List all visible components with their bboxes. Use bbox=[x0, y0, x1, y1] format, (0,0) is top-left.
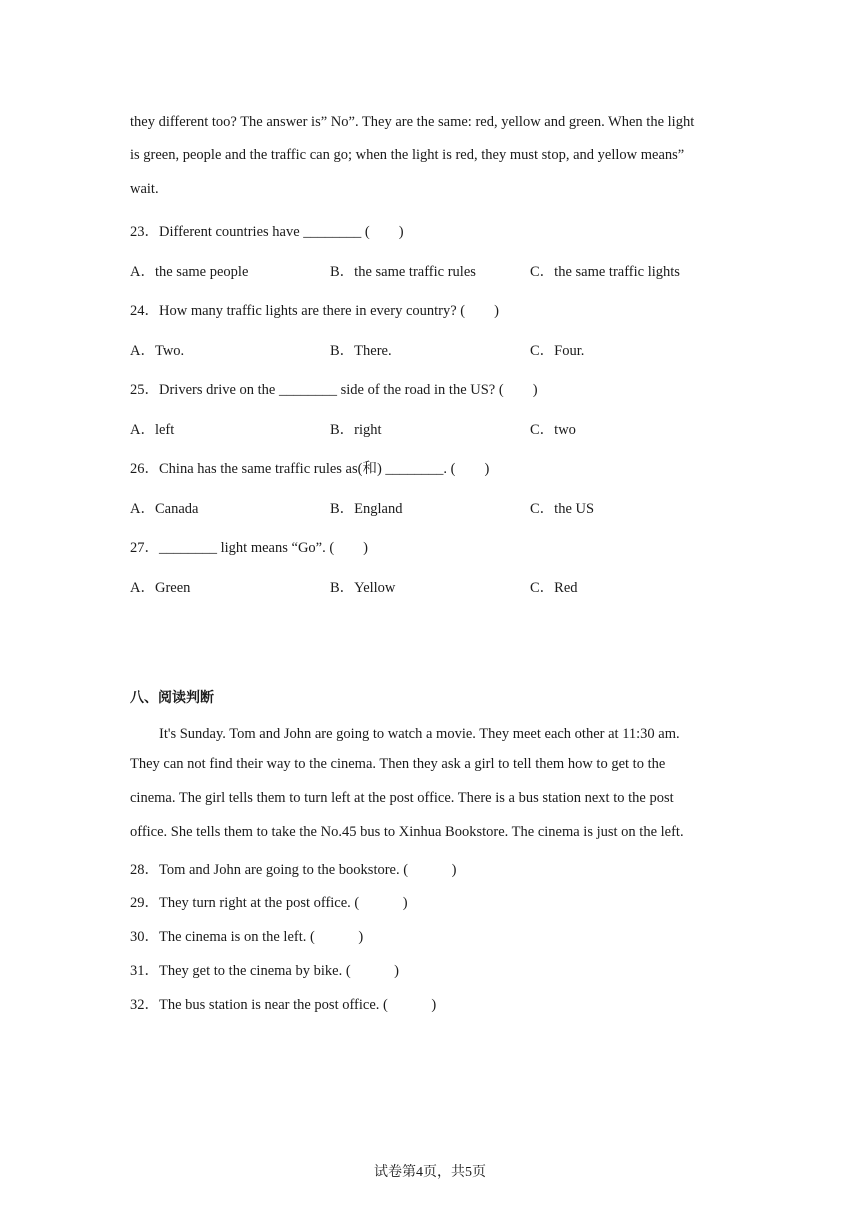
passage-line: they different too? The answer is” No”. They are the same: red, yellow and green. When the light bbox=[130, 114, 695, 130]
question-stem: 23．Different countries have ________ ( ) bbox=[130, 224, 404, 240]
judgement-question: 30．The cinema is on the left. ( ) bbox=[130, 929, 364, 945]
option-b: B．There. bbox=[330, 343, 392, 359]
passage-line: It's Sunday. Tom and John are going to watch a movie. They meet each other at 11:30 am. bbox=[130, 726, 680, 742]
option-c: C．Four. bbox=[530, 343, 585, 359]
option-b: B．right bbox=[330, 422, 382, 438]
judgement-question: 28．Tom and John are going to the bookstore. ( ) bbox=[130, 862, 457, 878]
question-stem: 25．Drivers drive on the ________ side of the road in the US? ( ) bbox=[130, 382, 538, 398]
passage-line: office. She tells them to take the No.45 bus to Xinhua Bookstore. The cinema is just on the left. bbox=[130, 824, 684, 840]
passage-line: cinema. The girl tells them to turn left at the post office. There is a bus station next to the post bbox=[130, 790, 674, 806]
passage-line: is green, people and the traffic can go; when the light is red, they must stop, and yellow means” bbox=[130, 147, 685, 163]
question-stem: 24．How many traffic lights are there in every country? ( ) bbox=[130, 303, 499, 319]
option-c: C．the US bbox=[530, 501, 595, 517]
passage-line: wait. bbox=[130, 181, 159, 197]
option-c: C．the same traffic lights bbox=[530, 264, 680, 280]
option-a: A．left bbox=[130, 422, 175, 438]
option-c: C．two bbox=[530, 422, 576, 438]
page-footer: 试卷第4页，共5页 bbox=[374, 1165, 486, 1180]
option-b: B．the same traffic rules bbox=[330, 264, 476, 280]
option-a: A．Green bbox=[130, 580, 191, 596]
judgement-question: 31．They get to the cinema by bike. ( ) bbox=[130, 963, 399, 979]
question-stem: 27．________ light means “Go”. ( ) bbox=[130, 540, 369, 556]
judgement-question: 32．The bus station is near the post office. ( ) bbox=[130, 997, 437, 1013]
section-title: 八、阅读判断 bbox=[130, 690, 214, 706]
option-a: A．Canada bbox=[130, 501, 199, 517]
judgement-question: 29．They turn right at the post office. ( ) bbox=[130, 895, 408, 911]
option-b: B．Yellow bbox=[330, 580, 396, 596]
question-stem: 26．China has the same traffic rules as(和) ________. ( ) bbox=[130, 461, 490, 477]
passage-line: They can not find their way to the cinema. Then they ask a girl to tell them how to get to the bbox=[130, 756, 666, 772]
option-b: B．England bbox=[330, 501, 403, 517]
option-c: C．Red bbox=[530, 580, 578, 596]
option-a: A．Two. bbox=[130, 343, 185, 359]
option-a: A．the same people bbox=[130, 264, 249, 280]
